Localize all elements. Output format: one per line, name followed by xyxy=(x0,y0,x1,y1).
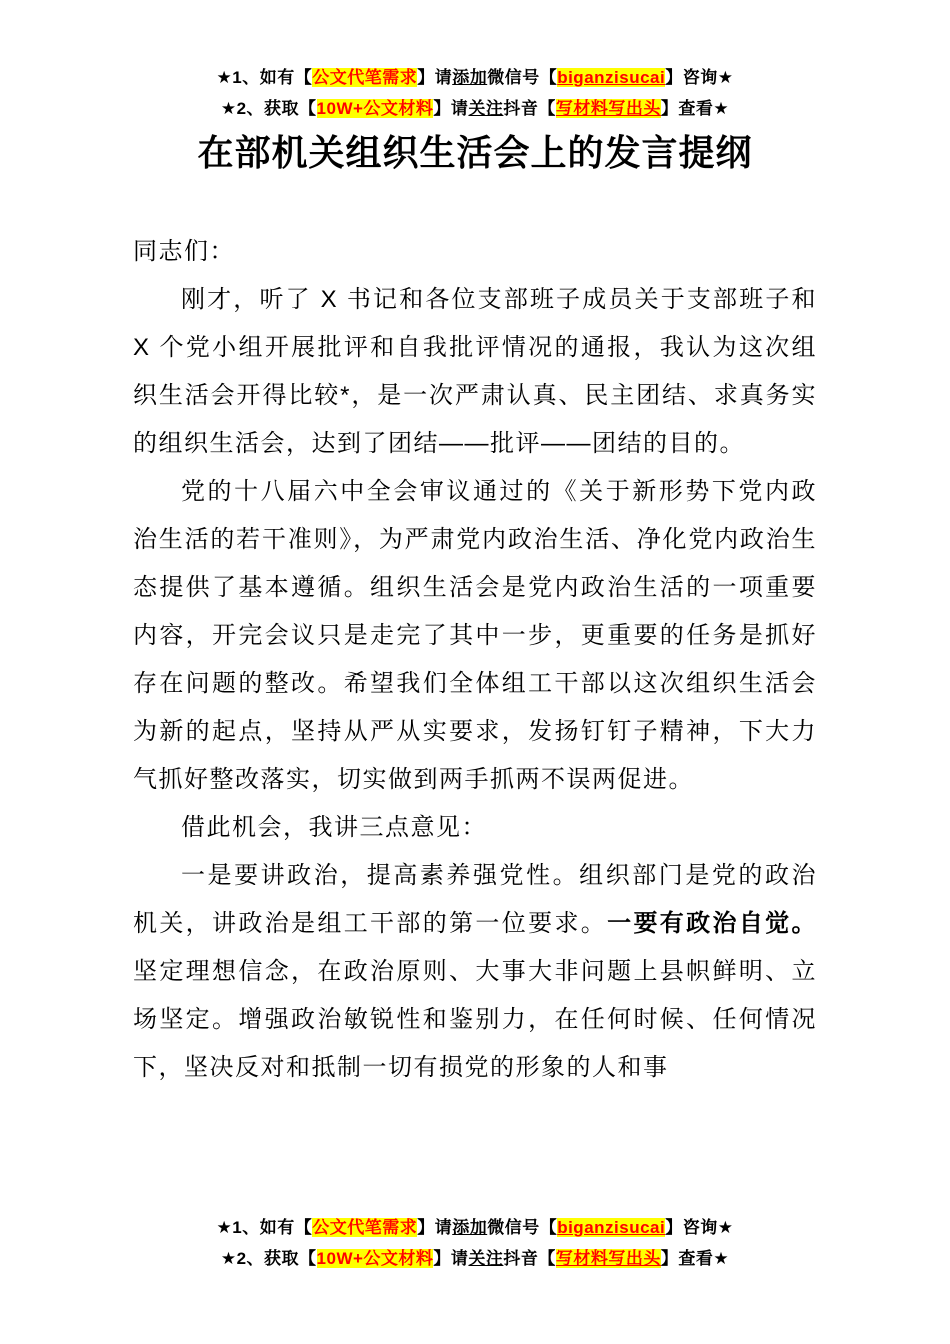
promo-line-2 xyxy=(0,93,950,124)
promo2-prefix: ★2、获取【 xyxy=(220,99,317,118)
paragraph-3: 借此机会，我讲三点意见： xyxy=(181,814,487,841)
document-title: 在部机关组织生活会上的发言提纲 xyxy=(197,132,753,173)
promo2-follow-underline: 关注 xyxy=(468,99,504,118)
promo1-prefix: ★1、如有【 xyxy=(216,68,313,87)
salutation: 同志们： xyxy=(133,238,235,265)
promo2-douyin-label: 抖音【 xyxy=(503,99,556,118)
promo1-service-highlight: 公文代笔需求 xyxy=(312,68,418,87)
paragraph-2: 党的十八届六中全会审议通过的《关于新形势下党内政治生活的若干准则》，为严肃党内政治生活、净化党内政治生态提供了基本遵循。组织生活会是党内政治生活的一项重要内容，开完会议只是走完了其中一步，更重要的任务是抓好存在问题的整改。希望我们全体组工干部以这次组织生活会为新的起点，坚持从严从实要求，发扬钉钉子精神，下大力气抓好整改落实，切实做到两手抓两不误两促进。 xyxy=(133,478,817,793)
promo1-add-underline: 添加 xyxy=(452,68,488,87)
promo-line-1 xyxy=(0,1212,950,1243)
promo-footer xyxy=(0,1212,950,1274)
paragraph-4-bold-point: 一要有政治自觉。 xyxy=(607,910,818,937)
promo2-suffix: 】查看★ xyxy=(660,99,730,118)
promo1-prefix: ★1、如有【 xyxy=(216,1218,313,1237)
paragraph-1: 刚才，听了 X 书记和各位支部班子成员关于支部班子和 X 个党小组开展批评和自我批评情况的通报，我认为这次组织生活会开得比较*，是一次严肃认真、民主团结、求真务实的组织生活会，达到了团结——批评——团结的目的。 xyxy=(133,286,817,457)
promo1-wechat-label: 微信号【 xyxy=(487,68,558,87)
document-body xyxy=(133,228,817,1092)
promo-line-1 xyxy=(0,62,950,93)
promo1-service-highlight: 公文代笔需求 xyxy=(312,1218,418,1237)
promo1-wechat-id: biganzisucai xyxy=(557,1218,666,1237)
promo1-suffix: 】咨询★ xyxy=(665,1218,734,1237)
promo1-wechat-id: biganzisucai xyxy=(557,68,666,87)
promo2-follow-underline: 关注 xyxy=(468,1249,504,1268)
promo-header xyxy=(0,0,950,124)
promo1-mid: 】请 xyxy=(417,1218,453,1237)
promo1-wechat-label: 微信号【 xyxy=(487,1218,558,1237)
promo1-suffix: 】咨询★ xyxy=(665,68,734,87)
paragraph-4-rest: 坚定理想信念，在政治原则、大事大非问题上县帜鲜明、立场坚定。增强政治敏锐性和鉴别力，在任何时候、任何情况下，坚决反对和抵制一切有损党的形象的人和事 xyxy=(133,958,817,1081)
promo2-douyin-name: 写材料写出头 xyxy=(555,1249,661,1268)
promo-line-2 xyxy=(0,1243,950,1274)
promo1-add-underline: 添加 xyxy=(452,1218,488,1237)
promo2-mid: 】请 xyxy=(433,1249,469,1268)
promo2-douyin-name: 写材料写出头 xyxy=(555,99,661,118)
promo2-douyin-label: 抖音【 xyxy=(503,1249,556,1268)
promo1-mid: 】请 xyxy=(417,68,453,87)
promo2-suffix: 】查看★ xyxy=(660,1249,730,1268)
paragraph-4-lead: 一是要讲政治，提高素养强党性。组织部门是党的政治机关，讲政治是组工干部的第一位要求。 xyxy=(133,862,817,937)
promo2-material-highlight: 10W+公文材料 xyxy=(316,1249,434,1268)
promo2-mid: 】请 xyxy=(433,99,469,118)
paragraph-4 xyxy=(133,852,817,1092)
promo2-material-highlight: 10W+公文材料 xyxy=(316,99,434,118)
promo2-prefix: ★2、获取【 xyxy=(220,1249,317,1268)
